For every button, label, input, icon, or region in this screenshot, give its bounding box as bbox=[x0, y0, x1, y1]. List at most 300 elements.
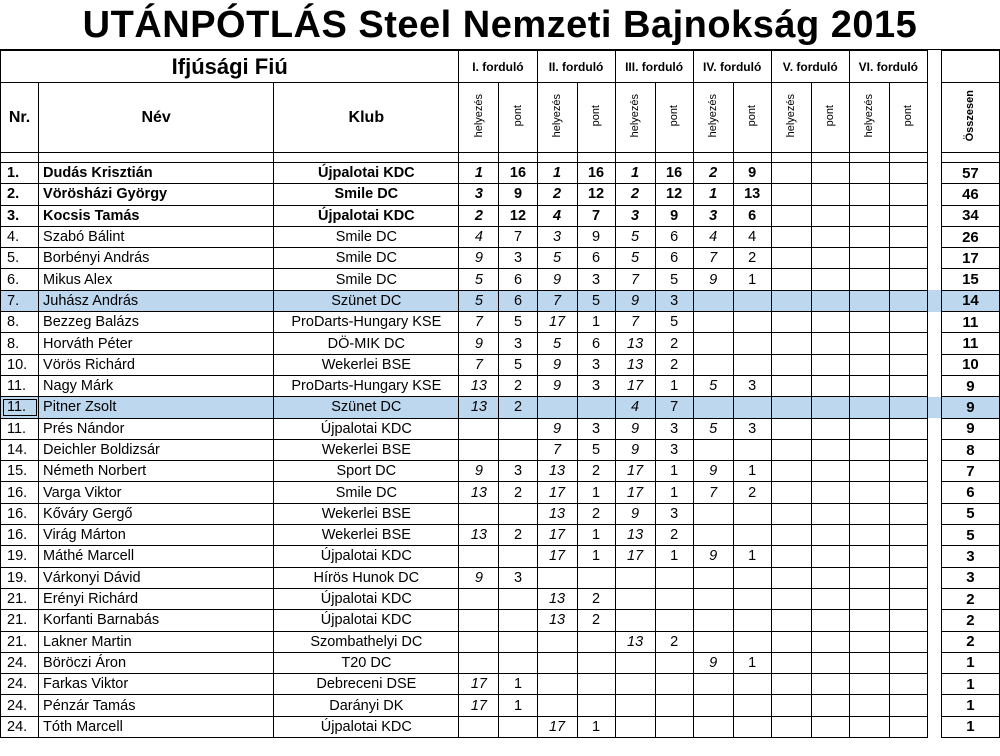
placement-cell[interactable]: 4 bbox=[459, 226, 499, 247]
club-cell[interactable]: Sport DC bbox=[274, 461, 459, 482]
placement-cell[interactable] bbox=[771, 333, 811, 354]
placement-cell[interactable] bbox=[459, 631, 499, 652]
placement-cell[interactable]: 5 bbox=[615, 248, 655, 269]
club-cell[interactable]: Smile DC bbox=[274, 248, 459, 269]
placement-cell[interactable] bbox=[849, 695, 889, 716]
player-name-cell[interactable]: Máthé Marcell bbox=[39, 546, 274, 567]
rank-cell[interactable]: 21. bbox=[1, 610, 39, 631]
placement-cell[interactable] bbox=[849, 482, 889, 503]
points-cell[interactable] bbox=[889, 163, 927, 184]
total-cell[interactable]: 1 bbox=[941, 674, 999, 695]
placement-cell[interactable]: 9 bbox=[459, 248, 499, 269]
placement-cell[interactable] bbox=[615, 695, 655, 716]
total-cell[interactable]: 46 bbox=[941, 184, 999, 205]
points-cell[interactable]: 7 bbox=[577, 205, 615, 226]
points-cell[interactable]: 2 bbox=[733, 482, 771, 503]
points-cell[interactable]: 3 bbox=[577, 269, 615, 290]
player-name-cell[interactable]: Pénzár Tamás bbox=[39, 695, 274, 716]
placement-cell[interactable] bbox=[615, 567, 655, 588]
points-cell[interactable] bbox=[889, 312, 927, 333]
placement-cell[interactable]: 1 bbox=[537, 163, 577, 184]
points-cell[interactable]: 1 bbox=[655, 546, 693, 567]
placement-cell[interactable]: 13 bbox=[615, 525, 655, 546]
rank-cell[interactable]: 8. bbox=[1, 333, 39, 354]
total-cell[interactable]: 2 bbox=[941, 631, 999, 652]
placement-cell[interactable] bbox=[849, 439, 889, 460]
placement-cell[interactable] bbox=[459, 439, 499, 460]
rank-cell[interactable]: 6. bbox=[1, 269, 39, 290]
points-cell[interactable]: 3 bbox=[577, 418, 615, 439]
points-cell[interactable]: 12 bbox=[655, 184, 693, 205]
total-cell[interactable]: 3 bbox=[941, 546, 999, 567]
placement-cell[interactable]: 17 bbox=[615, 461, 655, 482]
points-cell[interactable] bbox=[889, 610, 927, 631]
points-cell[interactable] bbox=[499, 716, 537, 737]
placement-cell[interactable]: 17 bbox=[459, 695, 499, 716]
points-cell[interactable]: 12 bbox=[499, 205, 537, 226]
placement-cell[interactable]: 9 bbox=[615, 418, 655, 439]
placement-cell[interactable]: 13 bbox=[537, 610, 577, 631]
placement-cell[interactable]: 17 bbox=[615, 482, 655, 503]
points-cell[interactable] bbox=[499, 652, 537, 673]
placement-cell[interactable] bbox=[693, 588, 733, 609]
placement-cell[interactable] bbox=[771, 312, 811, 333]
placement-cell[interactable] bbox=[771, 205, 811, 226]
placement-cell[interactable]: 17 bbox=[615, 546, 655, 567]
points-cell[interactable] bbox=[811, 482, 849, 503]
player-name-cell[interactable]: Juhász András bbox=[39, 290, 274, 311]
placement-cell[interactable]: 7 bbox=[693, 248, 733, 269]
points-cell[interactable]: 6 bbox=[655, 248, 693, 269]
rank-cell[interactable]: 16. bbox=[1, 482, 39, 503]
rank-cell[interactable]: 11. bbox=[1, 418, 39, 439]
points-cell[interactable] bbox=[889, 525, 927, 546]
points-cell[interactable] bbox=[811, 290, 849, 311]
placement-cell[interactable]: 17 bbox=[537, 312, 577, 333]
points-cell[interactable]: 1 bbox=[577, 716, 615, 737]
placement-cell[interactable] bbox=[537, 397, 577, 418]
placement-cell[interactable]: 9 bbox=[459, 333, 499, 354]
placement-cell[interactable] bbox=[615, 674, 655, 695]
points-cell[interactable] bbox=[577, 652, 615, 673]
total-cell[interactable]: 8 bbox=[941, 439, 999, 460]
placement-cell[interactable]: 3 bbox=[615, 205, 655, 226]
placement-cell[interactable] bbox=[849, 503, 889, 524]
points-cell[interactable]: 3 bbox=[499, 248, 537, 269]
points-cell[interactable] bbox=[811, 205, 849, 226]
player-name-cell[interactable]: Korfanti Barnabás bbox=[39, 610, 274, 631]
points-cell[interactable]: 16 bbox=[655, 163, 693, 184]
points-cell[interactable]: 1 bbox=[499, 674, 537, 695]
total-cell[interactable]: 2 bbox=[941, 610, 999, 631]
club-cell[interactable]: Újpalotai KDC bbox=[274, 546, 459, 567]
points-cell[interactable]: 2 bbox=[577, 588, 615, 609]
player-name-cell[interactable]: Horváth Péter bbox=[39, 333, 274, 354]
player-name-cell[interactable]: Böröczi Áron bbox=[39, 652, 274, 673]
points-cell[interactable] bbox=[889, 248, 927, 269]
placement-cell[interactable] bbox=[849, 333, 889, 354]
points-cell[interactable]: 3 bbox=[577, 375, 615, 396]
placement-cell[interactable]: 5 bbox=[693, 418, 733, 439]
placement-cell[interactable]: 9 bbox=[693, 269, 733, 290]
points-cell[interactable] bbox=[889, 567, 927, 588]
club-cell[interactable]: Hírös Hunok DC bbox=[274, 567, 459, 588]
points-cell[interactable] bbox=[889, 375, 927, 396]
placement-cell[interactable]: 9 bbox=[615, 290, 655, 311]
placement-cell[interactable] bbox=[537, 695, 577, 716]
rank-cell[interactable]: 7. bbox=[1, 290, 39, 311]
player-name-cell[interactable]: Vörös Richárd bbox=[39, 354, 274, 375]
player-name-cell[interactable]: Németh Norbert bbox=[39, 461, 274, 482]
player-name-cell[interactable]: Vörösházi György bbox=[39, 184, 274, 205]
rank-cell[interactable]: 4. bbox=[1, 226, 39, 247]
points-cell[interactable] bbox=[655, 652, 693, 673]
points-cell[interactable]: 1 bbox=[733, 546, 771, 567]
points-cell[interactable] bbox=[733, 333, 771, 354]
player-name-cell[interactable]: Pitner Zsolt bbox=[39, 397, 274, 418]
points-cell[interactable] bbox=[733, 439, 771, 460]
points-cell[interactable]: 1 bbox=[733, 461, 771, 482]
points-cell[interactable] bbox=[889, 397, 927, 418]
placement-cell[interactable] bbox=[849, 652, 889, 673]
placement-cell[interactable]: 2 bbox=[459, 205, 499, 226]
points-cell[interactable]: 2 bbox=[655, 333, 693, 354]
points-cell[interactable] bbox=[499, 546, 537, 567]
points-cell[interactable]: 2 bbox=[499, 525, 537, 546]
points-cell[interactable] bbox=[811, 567, 849, 588]
placement-cell[interactable] bbox=[849, 226, 889, 247]
points-cell[interactable]: 1 bbox=[577, 312, 615, 333]
rank-cell[interactable]: 11. bbox=[1, 375, 39, 396]
points-cell[interactable]: 6 bbox=[577, 333, 615, 354]
placement-cell[interactable] bbox=[849, 248, 889, 269]
points-cell[interactable]: 1 bbox=[577, 482, 615, 503]
placement-cell[interactable]: 5 bbox=[459, 290, 499, 311]
placement-cell[interactable] bbox=[771, 290, 811, 311]
placement-cell[interactable] bbox=[771, 546, 811, 567]
points-cell[interactable] bbox=[733, 567, 771, 588]
points-cell[interactable]: 9 bbox=[655, 205, 693, 226]
points-cell[interactable] bbox=[811, 695, 849, 716]
points-cell[interactable]: 3 bbox=[577, 354, 615, 375]
placement-cell[interactable] bbox=[771, 397, 811, 418]
placement-cell[interactable] bbox=[459, 546, 499, 567]
total-cell[interactable]: 14 bbox=[941, 290, 999, 311]
placement-cell[interactable] bbox=[771, 610, 811, 631]
points-cell[interactable]: 1 bbox=[577, 525, 615, 546]
placement-cell[interactable]: 13 bbox=[459, 397, 499, 418]
points-cell[interactable] bbox=[577, 695, 615, 716]
points-cell[interactable]: 9 bbox=[499, 184, 537, 205]
total-cell[interactable]: 9 bbox=[941, 418, 999, 439]
placement-cell[interactable] bbox=[849, 461, 889, 482]
points-cell[interactable] bbox=[889, 631, 927, 652]
total-cell[interactable]: 5 bbox=[941, 503, 999, 524]
placement-cell[interactable] bbox=[771, 652, 811, 673]
points-cell[interactable] bbox=[889, 482, 927, 503]
rank-cell[interactable]: 14. bbox=[1, 439, 39, 460]
points-cell[interactable]: 5 bbox=[499, 312, 537, 333]
placement-cell[interactable] bbox=[771, 674, 811, 695]
points-cell[interactable] bbox=[733, 695, 771, 716]
points-cell[interactable] bbox=[655, 588, 693, 609]
points-cell[interactable] bbox=[811, 674, 849, 695]
placement-cell[interactable] bbox=[849, 375, 889, 396]
points-cell[interactable]: 2 bbox=[577, 503, 615, 524]
placement-cell[interactable]: 9 bbox=[537, 375, 577, 396]
points-cell[interactable]: 3 bbox=[499, 461, 537, 482]
points-cell[interactable] bbox=[889, 461, 927, 482]
placement-cell[interactable]: 17 bbox=[459, 674, 499, 695]
placement-cell[interactable] bbox=[693, 503, 733, 524]
player-name-cell[interactable]: Prés Nándor bbox=[39, 418, 274, 439]
points-cell[interactable] bbox=[733, 397, 771, 418]
placement-cell[interactable] bbox=[459, 588, 499, 609]
points-cell[interactable] bbox=[733, 290, 771, 311]
points-cell[interactable]: 16 bbox=[577, 163, 615, 184]
rank-cell[interactable]: 24. bbox=[1, 716, 39, 737]
rank-cell[interactable]: 5. bbox=[1, 248, 39, 269]
total-cell[interactable]: 2 bbox=[941, 588, 999, 609]
points-cell[interactable] bbox=[499, 503, 537, 524]
points-cell[interactable]: 2 bbox=[655, 525, 693, 546]
points-cell[interactable]: 3 bbox=[655, 503, 693, 524]
rank-cell[interactable]: 2. bbox=[1, 184, 39, 205]
placement-cell[interactable] bbox=[771, 248, 811, 269]
placement-cell[interactable]: 7 bbox=[459, 312, 499, 333]
points-cell[interactable]: 7 bbox=[499, 226, 537, 247]
player-name-cell[interactable]: Nagy Márk bbox=[39, 375, 274, 396]
club-cell[interactable]: Wekerlei BSE bbox=[274, 354, 459, 375]
points-cell[interactable]: 3 bbox=[733, 375, 771, 396]
placement-cell[interactable]: 9 bbox=[459, 461, 499, 482]
points-cell[interactable] bbox=[811, 375, 849, 396]
points-cell[interactable]: 9 bbox=[733, 163, 771, 184]
placement-cell[interactable]: 4 bbox=[693, 226, 733, 247]
placement-cell[interactable]: 9 bbox=[537, 354, 577, 375]
placement-cell[interactable] bbox=[771, 184, 811, 205]
club-cell[interactable]: ProDarts-Hungary KSE bbox=[274, 375, 459, 396]
placement-cell[interactable]: 3 bbox=[537, 226, 577, 247]
placement-cell[interactable]: 7 bbox=[615, 269, 655, 290]
total-cell[interactable]: 6 bbox=[941, 482, 999, 503]
club-cell[interactable]: Újpalotai KDC bbox=[274, 588, 459, 609]
placement-cell[interactable] bbox=[849, 397, 889, 418]
points-cell[interactable] bbox=[811, 269, 849, 290]
placement-cell[interactable] bbox=[537, 631, 577, 652]
placement-cell[interactable] bbox=[849, 205, 889, 226]
placement-cell[interactable] bbox=[771, 695, 811, 716]
placement-cell[interactable] bbox=[849, 269, 889, 290]
points-cell[interactable]: 1 bbox=[733, 652, 771, 673]
placement-cell[interactable] bbox=[849, 354, 889, 375]
club-cell[interactable]: Újpalotai KDC bbox=[274, 163, 459, 184]
points-cell[interactable]: 2 bbox=[499, 397, 537, 418]
club-cell[interactable]: Smile DC bbox=[274, 482, 459, 503]
points-cell[interactable]: 5 bbox=[577, 439, 615, 460]
points-cell[interactable]: 6 bbox=[499, 269, 537, 290]
points-cell[interactable]: 1 bbox=[577, 546, 615, 567]
rank-cell[interactable]: 8. bbox=[1, 312, 39, 333]
total-cell[interactable]: 10 bbox=[941, 354, 999, 375]
placement-cell[interactable] bbox=[693, 354, 733, 375]
total-cell[interactable]: 26 bbox=[941, 226, 999, 247]
placement-cell[interactable]: 1 bbox=[459, 163, 499, 184]
total-cell[interactable]: 9 bbox=[941, 375, 999, 396]
points-cell[interactable] bbox=[733, 716, 771, 737]
points-cell[interactable]: 1 bbox=[655, 482, 693, 503]
placement-cell[interactable] bbox=[771, 439, 811, 460]
club-cell[interactable]: Szünet DC bbox=[274, 397, 459, 418]
placement-cell[interactable] bbox=[693, 312, 733, 333]
placement-cell[interactable] bbox=[771, 588, 811, 609]
points-cell[interactable] bbox=[811, 184, 849, 205]
points-cell[interactable] bbox=[811, 439, 849, 460]
total-cell[interactable]: 57 bbox=[941, 163, 999, 184]
placement-cell[interactable] bbox=[849, 631, 889, 652]
rank-cell[interactable]: 11. bbox=[1, 397, 39, 418]
placement-cell[interactable] bbox=[693, 525, 733, 546]
placement-cell[interactable] bbox=[849, 610, 889, 631]
placement-cell[interactable] bbox=[771, 461, 811, 482]
rank-cell[interactable]: 16. bbox=[1, 503, 39, 524]
placement-cell[interactable]: 2 bbox=[537, 184, 577, 205]
placement-cell[interactable]: 9 bbox=[615, 503, 655, 524]
placement-cell[interactable] bbox=[459, 418, 499, 439]
placement-cell[interactable]: 4 bbox=[615, 397, 655, 418]
points-cell[interactable] bbox=[811, 588, 849, 609]
points-cell[interactable] bbox=[889, 184, 927, 205]
placement-cell[interactable]: 2 bbox=[615, 184, 655, 205]
club-cell[interactable]: Smile DC bbox=[274, 269, 459, 290]
placement-cell[interactable] bbox=[849, 163, 889, 184]
points-cell[interactable] bbox=[811, 226, 849, 247]
points-cell[interactable] bbox=[889, 269, 927, 290]
placement-cell[interactable]: 7 bbox=[537, 439, 577, 460]
placement-cell[interactable] bbox=[615, 716, 655, 737]
points-cell[interactable]: 6 bbox=[655, 226, 693, 247]
points-cell[interactable] bbox=[889, 205, 927, 226]
placement-cell[interactable]: 7 bbox=[693, 482, 733, 503]
club-cell[interactable]: Újpalotai KDC bbox=[274, 716, 459, 737]
points-cell[interactable]: 6 bbox=[499, 290, 537, 311]
total-cell[interactable]: 17 bbox=[941, 248, 999, 269]
placement-cell[interactable]: 13 bbox=[537, 588, 577, 609]
points-cell[interactable] bbox=[811, 461, 849, 482]
points-cell[interactable] bbox=[889, 546, 927, 567]
points-cell[interactable] bbox=[889, 290, 927, 311]
placement-cell[interactable]: 17 bbox=[537, 716, 577, 737]
points-cell[interactable] bbox=[655, 695, 693, 716]
points-cell[interactable]: 7 bbox=[655, 397, 693, 418]
points-cell[interactable] bbox=[811, 503, 849, 524]
points-cell[interactable]: 13 bbox=[733, 184, 771, 205]
club-cell[interactable]: Újpalotai KDC bbox=[274, 610, 459, 631]
points-cell[interactable]: 1 bbox=[655, 375, 693, 396]
total-cell[interactable]: 7 bbox=[941, 461, 999, 482]
player-name-cell[interactable]: Virág Márton bbox=[39, 525, 274, 546]
rank-cell[interactable]: 24. bbox=[1, 652, 39, 673]
points-cell[interactable] bbox=[577, 631, 615, 652]
points-cell[interactable] bbox=[811, 546, 849, 567]
points-cell[interactable] bbox=[811, 652, 849, 673]
placement-cell[interactable]: 17 bbox=[537, 482, 577, 503]
player-name-cell[interactable]: Varga Viktor bbox=[39, 482, 274, 503]
total-cell[interactable]: 5 bbox=[941, 525, 999, 546]
placement-cell[interactable] bbox=[849, 290, 889, 311]
placement-cell[interactable] bbox=[849, 567, 889, 588]
points-cell[interactable]: 12 bbox=[577, 184, 615, 205]
points-cell[interactable] bbox=[733, 674, 771, 695]
placement-cell[interactable]: 1 bbox=[693, 184, 733, 205]
points-cell[interactable]: 2 bbox=[733, 248, 771, 269]
placement-cell[interactable] bbox=[537, 674, 577, 695]
points-cell[interactable]: 5 bbox=[577, 290, 615, 311]
total-cell[interactable]: 3 bbox=[941, 567, 999, 588]
points-cell[interactable]: 3 bbox=[655, 290, 693, 311]
rank-cell[interactable]: 3. bbox=[1, 205, 39, 226]
placement-cell[interactable] bbox=[771, 269, 811, 290]
player-name-cell[interactable]: Bezzeg Balázs bbox=[39, 312, 274, 333]
points-cell[interactable] bbox=[733, 503, 771, 524]
club-cell[interactable]: Újpalotai KDC bbox=[274, 418, 459, 439]
placement-cell[interactable]: 13 bbox=[615, 333, 655, 354]
placement-cell[interactable] bbox=[693, 610, 733, 631]
placement-cell[interactable] bbox=[771, 503, 811, 524]
points-cell[interactable] bbox=[811, 525, 849, 546]
points-cell[interactable] bbox=[733, 312, 771, 333]
rank-cell[interactable]: 24. bbox=[1, 674, 39, 695]
placement-cell[interactable]: 9 bbox=[693, 461, 733, 482]
points-cell[interactable] bbox=[733, 631, 771, 652]
points-cell[interactable]: 2 bbox=[655, 631, 693, 652]
points-cell[interactable] bbox=[577, 567, 615, 588]
placement-cell[interactable]: 9 bbox=[615, 439, 655, 460]
points-cell[interactable]: 3 bbox=[499, 333, 537, 354]
placement-cell[interactable]: 5 bbox=[693, 375, 733, 396]
player-name-cell[interactable]: Erényi Richárd bbox=[39, 588, 274, 609]
placement-cell[interactable] bbox=[537, 567, 577, 588]
total-cell[interactable]: 1 bbox=[941, 716, 999, 737]
placement-cell[interactable]: 9 bbox=[693, 652, 733, 673]
placement-cell[interactable]: 13 bbox=[459, 525, 499, 546]
points-cell[interactable] bbox=[499, 631, 537, 652]
points-cell[interactable]: 2 bbox=[655, 354, 693, 375]
rank-cell[interactable]: 16. bbox=[1, 525, 39, 546]
placement-cell[interactable] bbox=[771, 482, 811, 503]
points-cell[interactable] bbox=[499, 588, 537, 609]
points-cell[interactable] bbox=[655, 567, 693, 588]
points-cell[interactable] bbox=[811, 333, 849, 354]
points-cell[interactable]: 2 bbox=[499, 482, 537, 503]
points-cell[interactable] bbox=[811, 163, 849, 184]
points-cell[interactable]: 16 bbox=[499, 163, 537, 184]
placement-cell[interactable] bbox=[849, 716, 889, 737]
points-cell[interactable] bbox=[889, 333, 927, 354]
placement-cell[interactable]: 9 bbox=[537, 269, 577, 290]
points-cell[interactable] bbox=[889, 588, 927, 609]
placement-cell[interactable]: 13 bbox=[615, 354, 655, 375]
placement-cell[interactable]: 17 bbox=[537, 525, 577, 546]
player-name-cell[interactable]: Lakner Martin bbox=[39, 631, 274, 652]
placement-cell[interactable]: 5 bbox=[459, 269, 499, 290]
points-cell[interactable] bbox=[811, 354, 849, 375]
total-cell[interactable]: 9 bbox=[941, 397, 999, 418]
player-name-cell[interactable]: Deichler Boldizsár bbox=[39, 439, 274, 460]
total-cell[interactable]: 15 bbox=[941, 269, 999, 290]
club-cell[interactable]: Wekerlei BSE bbox=[274, 439, 459, 460]
points-cell[interactable] bbox=[811, 248, 849, 269]
